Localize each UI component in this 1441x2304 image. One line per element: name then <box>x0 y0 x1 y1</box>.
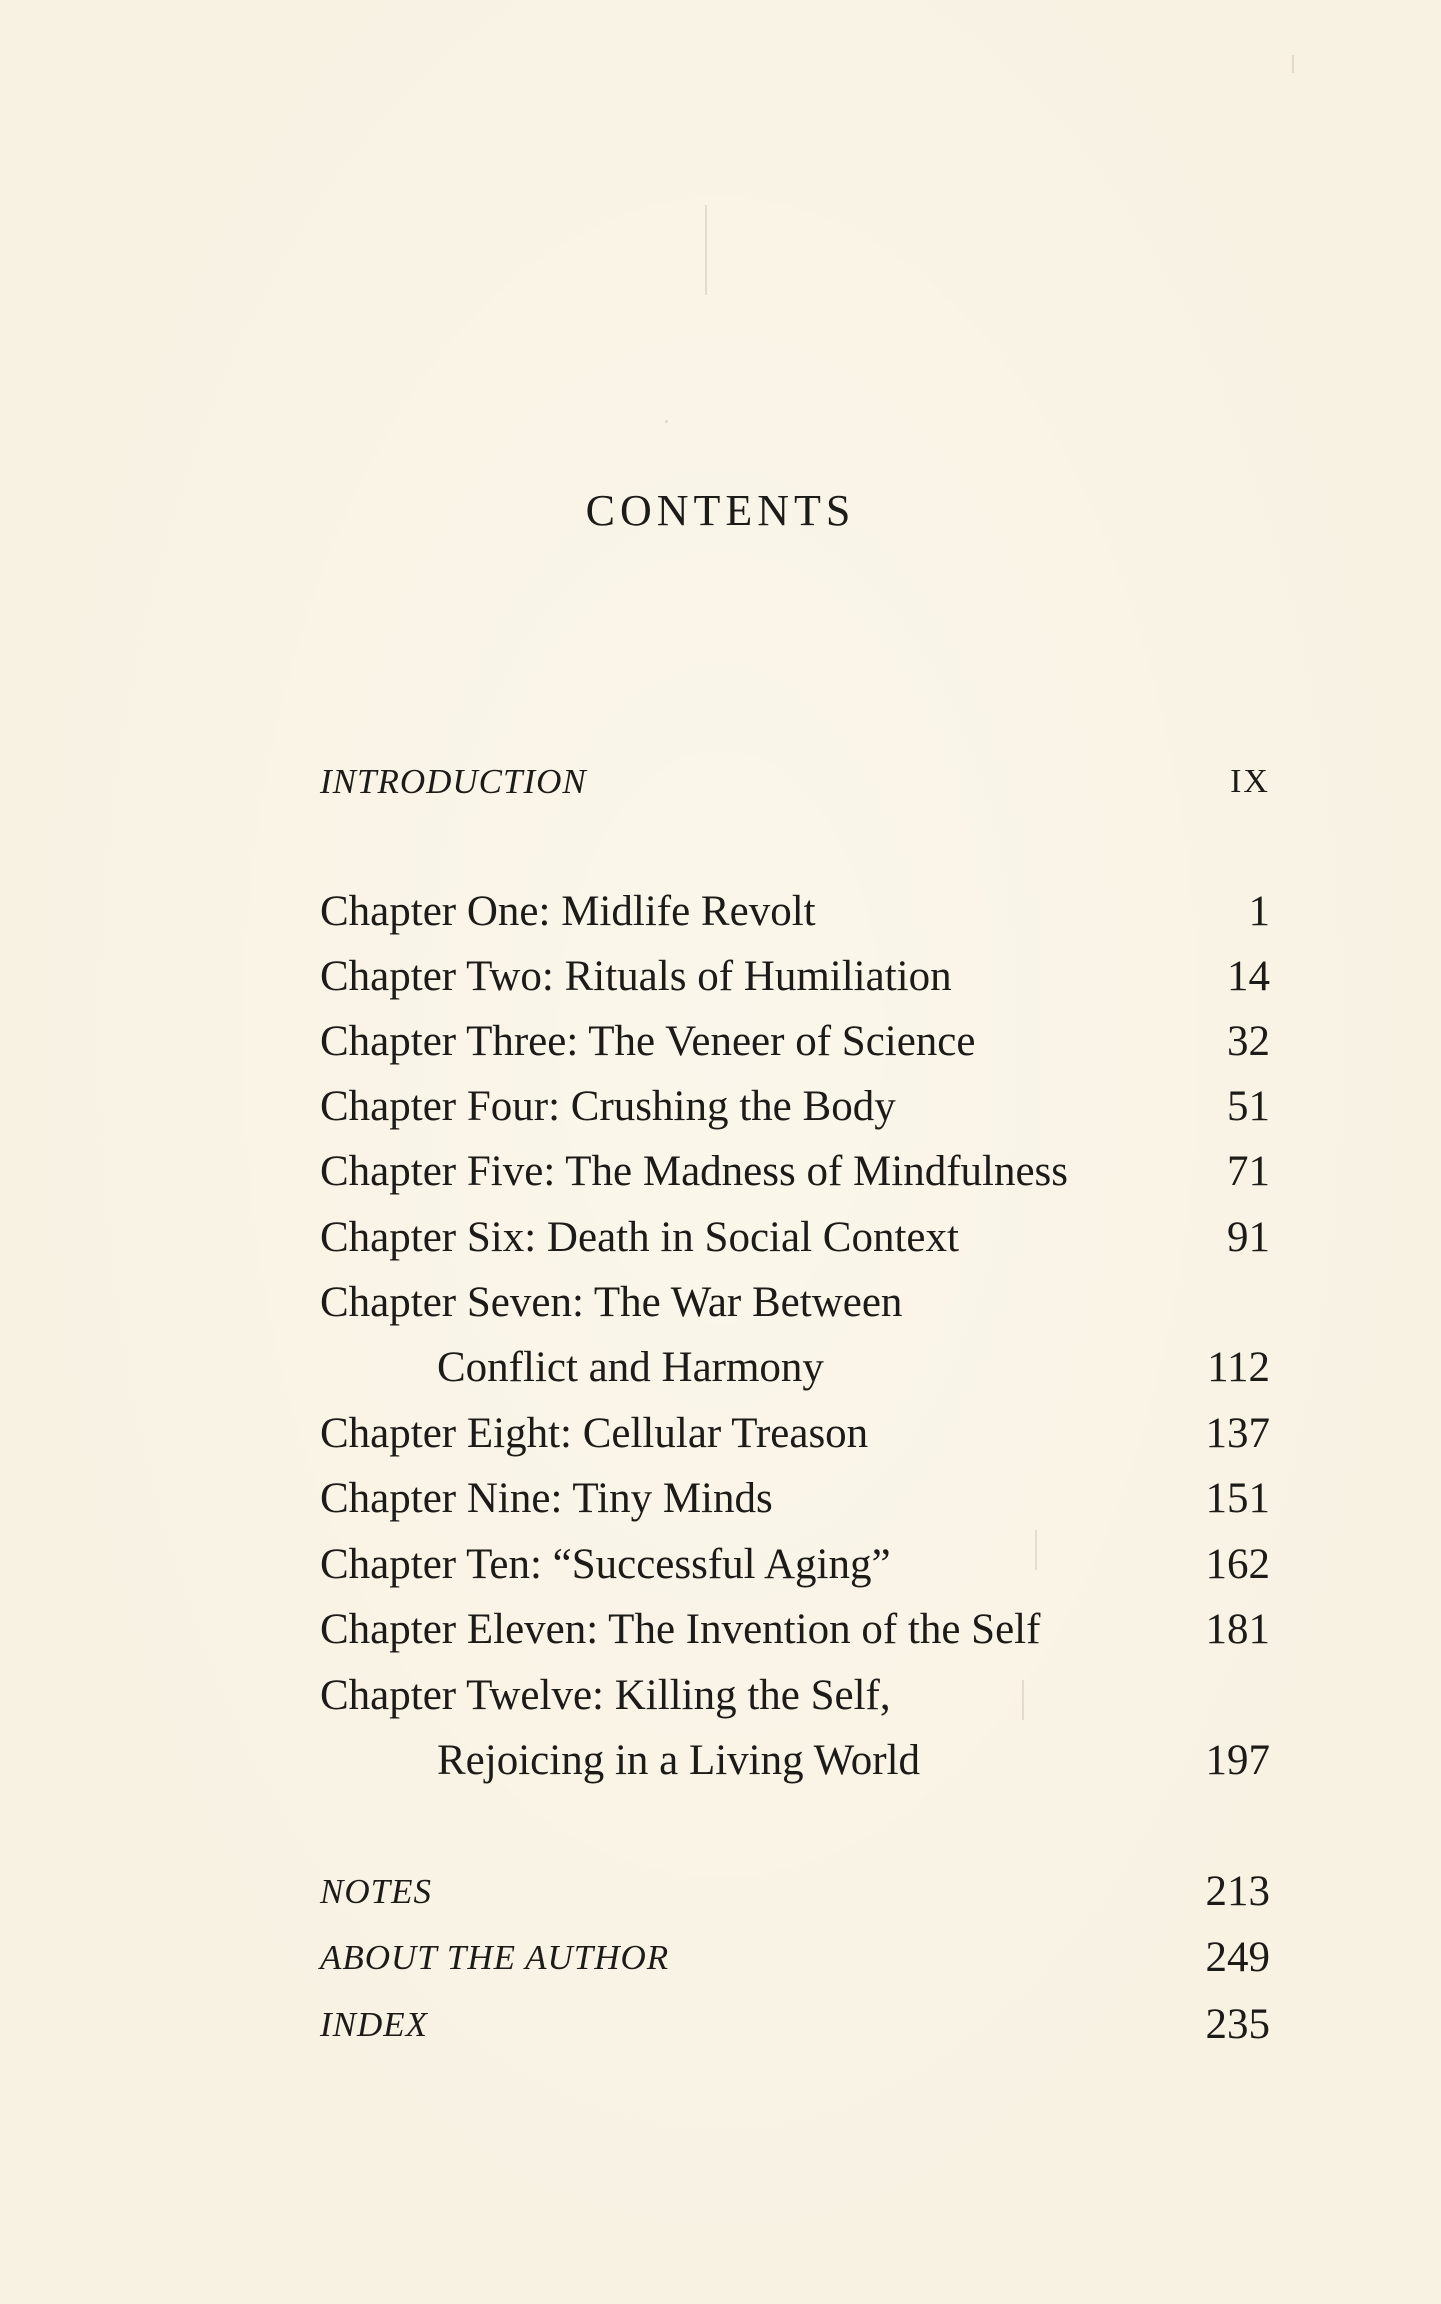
toc-entry-page: IX <box>1230 763 1270 800</box>
page-title: CONTENTS <box>585 486 856 535</box>
toc-entry-page: 1 <box>1248 888 1270 935</box>
toc-entry-page: 197 <box>1205 1737 1270 1784</box>
toc-entry-label: INDEX <box>320 2005 429 2044</box>
toc-entry-page: 235 <box>1205 2001 1270 2048</box>
toc-entry-page: 151 <box>1205 1475 1270 1522</box>
toc-entry-page: 162 <box>1205 1541 1270 1588</box>
toc-entry-page: 137 <box>1205 1410 1270 1457</box>
toc-entry-page: 249 <box>1205 1934 1270 1981</box>
toc-entry-label: Chapter Eleven: The Invention of the Self <box>320 1606 1041 1653</box>
toc-entry-label: Chapter Two: Rituals of Humiliation <box>320 953 952 1000</box>
paper-speck <box>665 420 668 423</box>
toc-entry-label: INTRODUCTION <box>320 762 587 801</box>
toc-entry-label: Chapter Six: Death in Social Context <box>320 1214 959 1261</box>
toc-entry-label: Chapter Ten: “Successful Aging” <box>320 1541 891 1588</box>
toc-entry-label: Chapter Five: The Madness of Mindfulness <box>320 1148 1069 1195</box>
toc-entry-label: Chapter Seven: The War Between <box>320 1279 903 1326</box>
paper-speck <box>1292 55 1294 73</box>
toc-entry-chapter-7[interactable] <box>320 1273 1270 1403</box>
toc-entry-label: NOTES <box>320 1872 432 1911</box>
toc-entry-label-continuation: Conflict and Harmony <box>437 1344 824 1391</box>
toc-entry-label: ABOUT THE AUTHOR <box>320 1938 670 1977</box>
toc-entry-label: Chapter Twelve: Killing the Self, <box>320 1672 891 1719</box>
toc-entry-label: Chapter Eight: Cellular Treason <box>320 1410 869 1457</box>
toc-entry-page: 71 <box>1227 1148 1270 1195</box>
toc-entry-label-continuation: Rejoicing in a Living World <box>437 1737 921 1784</box>
paper-speck <box>705 205 707 295</box>
paper-speck <box>1035 1530 1037 1570</box>
toc-entry-page: 32 <box>1227 1018 1270 1065</box>
toc-entry-label: Chapter Nine: Tiny Minds <box>320 1475 773 1522</box>
toc-entry-page: 14 <box>1227 953 1270 1000</box>
toc-entry-label: Chapter Four: Crushing the Body <box>320 1083 896 1130</box>
toc-entry-page: 112 <box>1207 1344 1270 1391</box>
toc-entry-page: 181 <box>1205 1606 1270 1653</box>
toc-entry-label: Chapter Three: The Veneer of Science <box>320 1018 976 1065</box>
toc-entry-chapter-12[interactable] <box>320 1666 1270 1796</box>
toc-entry-page: 213 <box>1205 1868 1270 1915</box>
toc-entry-label: Chapter One: Midlife Revolt <box>320 888 816 935</box>
toc-entry-page: 91 <box>1227 1214 1270 1261</box>
toc-entry-page: 51 <box>1227 1083 1270 1130</box>
